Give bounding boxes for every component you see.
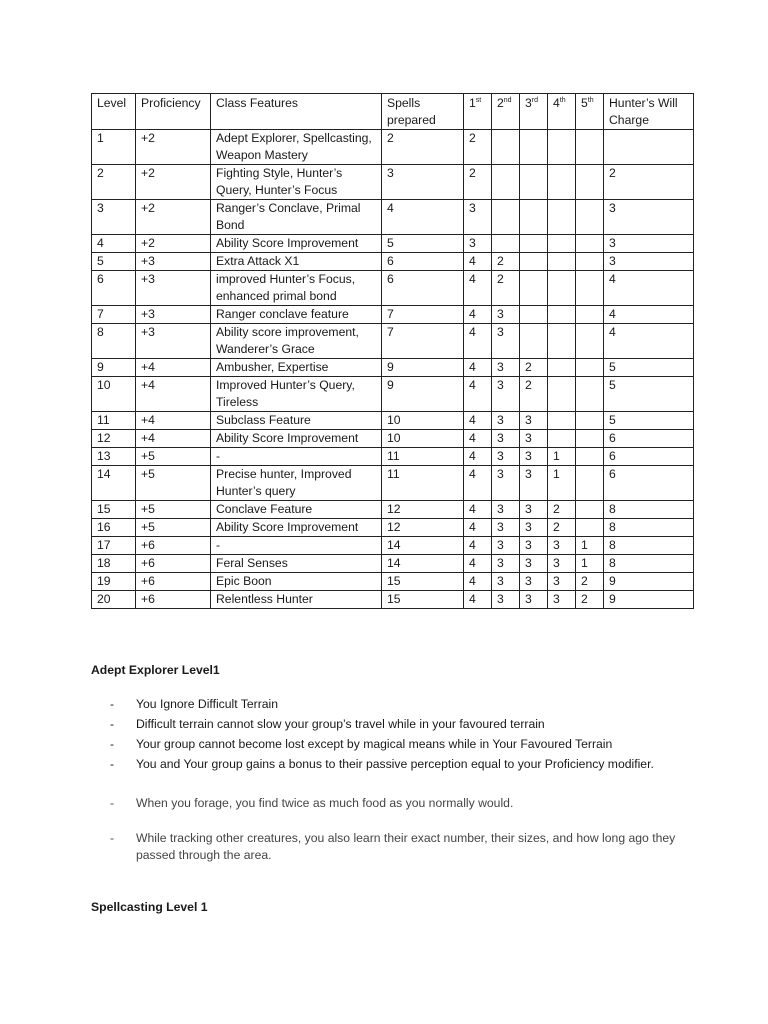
cell-slot-4th: 3: [548, 591, 576, 609]
cell-slot-5th: [576, 359, 604, 377]
cell-hunters-will-charge: 4: [604, 271, 694, 306]
cell-slot-4th: [548, 235, 576, 253]
cell-hunters-will-charge: 3: [604, 253, 694, 271]
cell-hunters-will-charge: 4: [604, 324, 694, 359]
cell-spells-prepared: 6: [382, 253, 464, 271]
cell-slot-2nd: 3: [492, 430, 520, 448]
cell-slot-5th: [576, 271, 604, 306]
cell-proficiency: +3: [136, 271, 211, 306]
table-row: [92, 501, 694, 519]
cell-slot-3rd: 3: [520, 573, 548, 591]
cell-slot-1st: 4: [464, 519, 492, 537]
cell-slot-4th: 2: [548, 501, 576, 519]
cell-slot-2nd: [492, 165, 520, 200]
table-row: [92, 537, 694, 555]
table-row: [92, 448, 694, 466]
table-row: [92, 130, 694, 165]
cell-proficiency: +5: [136, 466, 211, 501]
table-row: [92, 591, 694, 609]
cell-slot-1st: 4: [464, 253, 492, 271]
cell-level: 8: [92, 324, 136, 359]
cell-hunters-will-charge: 3: [604, 235, 694, 253]
cell-slot-1st: 4: [464, 359, 492, 377]
cell-spells-prepared: 12: [382, 501, 464, 519]
cell-features: Fighting Style, Hunter’s Query, Hunter’s Focus: [211, 165, 382, 200]
cell-slot-1st: 2: [464, 165, 492, 200]
cell-spells-prepared: 12: [382, 519, 464, 537]
cell-slot-5th: [576, 306, 604, 324]
cell-slot-3rd: 3: [520, 412, 548, 430]
cell-slot-5th: 2: [576, 573, 604, 591]
cell-slot-4th: [548, 200, 576, 235]
cell-slot-1st: 4: [464, 324, 492, 359]
cell-level: 10: [92, 377, 136, 412]
table-row: [92, 235, 694, 253]
cell-level: 9: [92, 359, 136, 377]
cell-slot-3rd: [520, 324, 548, 359]
cell-slot-3rd: 3: [520, 555, 548, 573]
cell-slot-4th: 3: [548, 555, 576, 573]
table-row: [92, 519, 694, 537]
cell-slot-5th: [576, 412, 604, 430]
cell-slot-1st: 4: [464, 537, 492, 555]
cell-level: 15: [92, 501, 136, 519]
cell-slot-2nd: 3: [492, 306, 520, 324]
cell-slot-3rd: [520, 253, 548, 271]
cell-slot-3rd: [520, 306, 548, 324]
cell-level: 19: [92, 573, 136, 591]
cell-slot-4th: 3: [548, 537, 576, 555]
cell-slot-4th: 1: [548, 466, 576, 501]
list-item: - Your group cannot become lost except by magical means while in Your Favoured Terrain: [110, 737, 613, 751]
cell-slot-2nd: 2: [492, 253, 520, 271]
header-slot-3rd: 3rd: [520, 94, 548, 130]
cell-slot-2nd: [492, 200, 520, 235]
cell-slot-3rd: 2: [520, 359, 548, 377]
cell-slot-5th: [576, 519, 604, 537]
cell-features: Extra Attack X1: [211, 253, 382, 271]
cell-slot-4th: [548, 430, 576, 448]
cell-slot-3rd: 2: [520, 377, 548, 412]
cell-slot-3rd: [520, 271, 548, 306]
cell-hunters-will-charge: 2: [604, 165, 694, 200]
adept-explorer-heading: Adept Explorer Level1: [91, 663, 220, 677]
cell-slot-1st: 3: [464, 200, 492, 235]
cell-proficiency: +6: [136, 573, 211, 591]
cell-level: 4: [92, 235, 136, 253]
cell-slot-2nd: 3: [492, 501, 520, 519]
list-item: - You Ignore Difficult Terrain: [110, 697, 279, 711]
cell-slot-4th: 3: [548, 573, 576, 591]
cell-slot-5th: 2: [576, 591, 604, 609]
table-row: [92, 359, 694, 377]
cell-slot-3rd: [520, 165, 548, 200]
cell-hunters-will-charge: [604, 130, 694, 165]
cell-spells-prepared: 10: [382, 412, 464, 430]
list-item: - You and Your group gains a bonus to their passive perception equal to your Proficiency modifier.: [110, 757, 654, 771]
cell-slot-2nd: 3: [492, 359, 520, 377]
cell-spells-prepared: 9: [382, 377, 464, 412]
cell-proficiency: +3: [136, 324, 211, 359]
cell-spells-prepared: 11: [382, 448, 464, 466]
cell-spells-prepared: 2: [382, 130, 464, 165]
cell-slot-3rd: 3: [520, 501, 548, 519]
cell-slot-1st: 4: [464, 466, 492, 501]
cell-features: Ambusher, Expertise: [211, 359, 382, 377]
cell-hunters-will-charge: 6: [604, 430, 694, 448]
cell-slot-1st: 2: [464, 130, 492, 165]
cell-slot-4th: [548, 130, 576, 165]
cell-spells-prepared: 14: [382, 555, 464, 573]
cell-spells-prepared: 10: [382, 430, 464, 448]
cell-slot-5th: [576, 165, 604, 200]
cell-slot-2nd: 3: [492, 377, 520, 412]
cell-level: 16: [92, 519, 136, 537]
cell-slot-5th: [576, 235, 604, 253]
cell-level: 6: [92, 271, 136, 306]
cell-slot-1st: 3: [464, 235, 492, 253]
cell-features: Subclass Feature: [211, 412, 382, 430]
cell-proficiency: +6: [136, 537, 211, 555]
cell-features: Relentless Hunter: [211, 591, 382, 609]
cell-slot-5th: 1: [576, 555, 604, 573]
cell-hunters-will-charge: 8: [604, 501, 694, 519]
cell-slot-5th: [576, 501, 604, 519]
cell-slot-2nd: 3: [492, 555, 520, 573]
cell-slot-3rd: [520, 130, 548, 165]
cell-slot-1st: 4: [464, 555, 492, 573]
cell-slot-5th: [576, 430, 604, 448]
cell-proficiency: +4: [136, 377, 211, 412]
cell-level: 18: [92, 555, 136, 573]
cell-spells-prepared: 9: [382, 359, 464, 377]
cell-level: 2: [92, 165, 136, 200]
cell-slot-2nd: [492, 235, 520, 253]
cell-slot-1st: 4: [464, 591, 492, 609]
cell-proficiency: +5: [136, 519, 211, 537]
cell-slot-4th: [548, 165, 576, 200]
cell-slot-3rd: 3: [520, 466, 548, 501]
cell-features: Ability score improvement, Wanderer’s Grace: [211, 324, 382, 359]
cell-proficiency: +5: [136, 501, 211, 519]
cell-features: Ability Score Improvement: [211, 430, 382, 448]
cell-hunters-will-charge: 5: [604, 377, 694, 412]
cell-slot-2nd: 3: [492, 519, 520, 537]
cell-slot-2nd: 3: [492, 412, 520, 430]
cell-hunters-will-charge: 6: [604, 448, 694, 466]
cell-slot-1st: 4: [464, 573, 492, 591]
cell-features: Ranger conclave feature: [211, 306, 382, 324]
cell-level: 14: [92, 466, 136, 501]
table-row: [92, 412, 694, 430]
spellcasting-heading: Spellcasting Level 1: [91, 900, 208, 914]
header-spells-prepared: Spells prepared: [382, 94, 464, 130]
adept-explorer-list: [110, 694, 690, 774]
cell-hunters-will-charge: 6: [604, 466, 694, 501]
cell-slot-2nd: 3: [492, 448, 520, 466]
cell-slot-5th: [576, 324, 604, 359]
cell-features: Precise hunter, Improved Hunter’s query: [211, 466, 382, 501]
table-row: [92, 466, 694, 501]
cell-slot-4th: [548, 306, 576, 324]
cell-proficiency: +2: [136, 130, 211, 165]
cell-features: Ability Score Improvement: [211, 235, 382, 253]
cell-slot-2nd: [492, 130, 520, 165]
cell-slot-4th: 2: [548, 519, 576, 537]
cell-spells-prepared: 4: [382, 200, 464, 235]
cell-features: Conclave Feature: [211, 501, 382, 519]
cell-slot-2nd: 3: [492, 591, 520, 609]
cell-spells-prepared: 15: [382, 573, 464, 591]
header-slot-2nd: 2nd: [492, 94, 520, 130]
table-row: [92, 555, 694, 573]
cell-slot-4th: [548, 412, 576, 430]
cell-slot-1st: 4: [464, 430, 492, 448]
cell-slot-4th: [548, 359, 576, 377]
cell-slot-5th: [576, 200, 604, 235]
cell-level: 1: [92, 130, 136, 165]
cell-hunters-will-charge: 9: [604, 573, 694, 591]
table-row: [92, 377, 694, 412]
cell-slot-3rd: [520, 235, 548, 253]
cell-level: 7: [92, 306, 136, 324]
cell-slot-2nd: 3: [492, 324, 520, 359]
cell-features: Ranger’s Conclave, Primal Bond: [211, 200, 382, 235]
cell-slot-1st: 4: [464, 448, 492, 466]
cell-level: 20: [92, 591, 136, 609]
cell-slot-2nd: 3: [492, 466, 520, 501]
cell-slot-1st: 4: [464, 501, 492, 519]
cell-features: -: [211, 537, 382, 555]
cell-slot-4th: [548, 377, 576, 412]
cell-proficiency: +5: [136, 448, 211, 466]
cell-level: 3: [92, 200, 136, 235]
cell-spells-prepared: 15: [382, 591, 464, 609]
header-slot-4th: 4th: [548, 94, 576, 130]
cell-hunters-will-charge: 5: [604, 359, 694, 377]
cell-features: Feral Senses: [211, 555, 382, 573]
cell-spells-prepared: 7: [382, 324, 464, 359]
cell-level: 11: [92, 412, 136, 430]
table-row: [92, 253, 694, 271]
table-row: [92, 271, 694, 306]
cell-slot-1st: 4: [464, 306, 492, 324]
cell-slot-3rd: 3: [520, 448, 548, 466]
cell-proficiency: +4: [136, 430, 211, 448]
cell-slot-3rd: 3: [520, 591, 548, 609]
cell-proficiency: +6: [136, 555, 211, 573]
cell-slot-5th: [576, 377, 604, 412]
cell-level: 13: [92, 448, 136, 466]
cell-proficiency: +4: [136, 412, 211, 430]
cell-slot-4th: 1: [548, 448, 576, 466]
cell-slot-1st: 4: [464, 271, 492, 306]
cell-proficiency: +2: [136, 165, 211, 200]
cell-level: 12: [92, 430, 136, 448]
cell-spells-prepared: 11: [382, 466, 464, 501]
cell-spells-prepared: 3: [382, 165, 464, 200]
tracking-paragraph: - While tracking other creatures, you also learn their exact number, their sizes, and how long ago they passed through the area.: [110, 831, 676, 862]
cell-slot-5th: [576, 130, 604, 165]
table-row: [92, 430, 694, 448]
cell-slot-2nd: 2: [492, 271, 520, 306]
cell-level: 17: [92, 537, 136, 555]
cell-hunters-will-charge: 9: [604, 591, 694, 609]
header-slot-1st: 1st: [464, 94, 492, 130]
cell-slot-3rd: 3: [520, 519, 548, 537]
header-hunters-will-charge: Hunter’s Will Charge: [604, 94, 694, 130]
cell-features: Ability Score Improvement: [211, 519, 382, 537]
cell-spells-prepared: 6: [382, 271, 464, 306]
cell-slot-4th: [548, 324, 576, 359]
header-slot-5th: 5th: [576, 94, 604, 130]
cell-proficiency: +6: [136, 591, 211, 609]
table-body: [92, 130, 694, 609]
cell-spells-prepared: 7: [382, 306, 464, 324]
cell-hunters-will-charge: 8: [604, 519, 694, 537]
forage-paragraph: - When you forage, you find twice as much food as you normally would.: [110, 796, 514, 810]
ranger-level-table: [91, 93, 694, 609]
cell-slot-3rd: 3: [520, 537, 548, 555]
header-level: Level: [92, 94, 136, 130]
cell-slot-5th: 1: [576, 537, 604, 555]
cell-slot-4th: [548, 253, 576, 271]
cell-slot-3rd: [520, 200, 548, 235]
table-row: [92, 573, 694, 591]
header-class-features: Class Features: [211, 94, 382, 130]
cell-proficiency: +2: [136, 200, 211, 235]
list-item: - Difficult terrain cannot slow your group’s travel while in your favoured terrain: [110, 717, 545, 731]
cell-features: Adept Explorer, Spellcasting, Weapon Mastery: [211, 130, 382, 165]
header-proficiency: Proficiency: [136, 94, 211, 130]
cell-proficiency: +3: [136, 306, 211, 324]
cell-spells-prepared: 14: [382, 537, 464, 555]
table-row: [92, 165, 694, 200]
cell-features: Improved Hunter’s Query, Tireless: [211, 377, 382, 412]
cell-level: 5: [92, 253, 136, 271]
table-row: [92, 306, 694, 324]
cell-hunters-will-charge: 8: [604, 537, 694, 555]
cell-slot-5th: [576, 253, 604, 271]
cell-hunters-will-charge: 3: [604, 200, 694, 235]
cell-slot-4th: [548, 271, 576, 306]
cell-slot-5th: [576, 448, 604, 466]
cell-proficiency: +2: [136, 235, 211, 253]
cell-slot-2nd: 3: [492, 537, 520, 555]
table-header-row: [92, 94, 694, 130]
cell-slot-1st: 4: [464, 412, 492, 430]
cell-slot-5th: [576, 466, 604, 501]
cell-hunters-will-charge: 4: [604, 306, 694, 324]
table-row: [92, 324, 694, 359]
cell-slot-1st: 4: [464, 377, 492, 412]
cell-slot-3rd: 3: [520, 430, 548, 448]
cell-proficiency: +3: [136, 253, 211, 271]
cell-hunters-will-charge: 8: [604, 555, 694, 573]
cell-features: -: [211, 448, 382, 466]
cell-spells-prepared: 5: [382, 235, 464, 253]
cell-features: improved Hunter’s Focus, enhanced primal bond: [211, 271, 382, 306]
cell-proficiency: +4: [136, 359, 211, 377]
cell-features: Epic Boon: [211, 573, 382, 591]
table-row: [92, 200, 694, 235]
cell-slot-2nd: 3: [492, 573, 520, 591]
cell-hunters-will-charge: 5: [604, 412, 694, 430]
